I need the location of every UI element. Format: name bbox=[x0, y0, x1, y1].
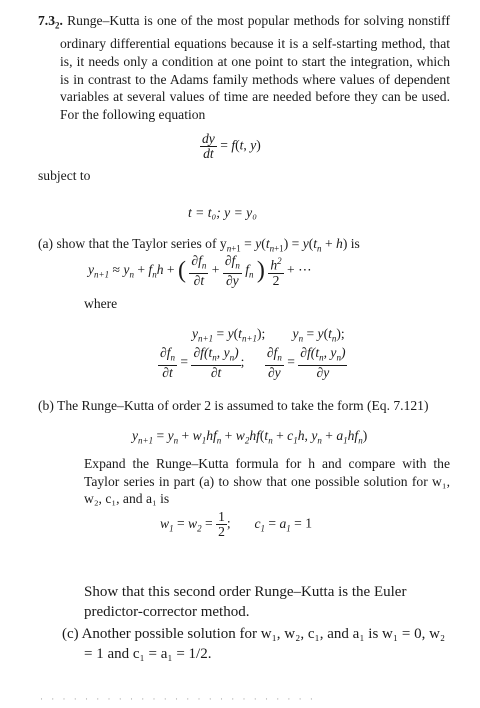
runge-kutta-form-equation: $y_{n+1} = y_n + w_1hf_n + w_2hf(t_n + c_1h$, $y_n + a_1hf_n$) bbox=[132, 428, 368, 446]
definition-yn: $y_{n+1} = y(t_{n+1})$; $y_n = y(t_n)$; bbox=[192, 326, 345, 344]
subject-to-label: subject to bbox=[38, 168, 91, 183]
problem-number: $7.3_2$. bbox=[38, 13, 63, 31]
problem-intro-text: Runge–Kutta is one of the most popular methods for solving nonstiff ordinary differential equations because it is a self-starting method, that is, it needs only a condition at one point to start the integration, which is in contrast to the Adams family methods where values of dependent variables at several values of time are needed before they can be used. For the following equation bbox=[60, 13, 450, 122]
part-b-text: (b) The Runge–Kutta of order 2 is assumed to take the form (Eq. 7.121) bbox=[38, 398, 429, 413]
part-b-euler-text: Show that this second order Runge–Kutta is the Euler predictor-corrector method. bbox=[84, 584, 407, 620]
part-b-expand-text: Expand the Runge–Kutta formula for h and compare with the Taylor series in part (a) to show that one possible solution for w₁, w₂, c₁, and a₁ is bbox=[84, 456, 450, 507]
part-c-text: (c) Another possible solution for w₁, w₂, c₁, and a₁ is w₁ = 0, w₂ = 1 and c₁ = a₁ = 1/2. bbox=[62, 626, 446, 662]
next-page-bleed: · · · · · · · · · · · · · · · · · · · · · · · · · bbox=[40, 694, 316, 704]
solution-weights-equation: $w_1 = w_2$ = $\frac{1}{2}$ ; $c_1 = a_1 = 1$ bbox=[160, 509, 313, 539]
problem-intro bbox=[38, 12, 450, 123]
initial-condition: t = t₀; y = y₀ bbox=[188, 205, 257, 220]
partial-derivative-definitions: $\frac{\partial f_n}{\partial t}$ = $\frac{\partial f(t_n, y_n)}{\partial t}$ ; $\frac{\partial f_n}{\partial y}$ = $\frac{\partial f(t_n, y_n)}{\partial y}$ bbox=[160, 345, 346, 380]
taylor-series-equation: $y_{n+1} \approx y_n + f_nh$ + ( $\frac{\partial f_n}{\partial t}$ + $\frac{\partial f_n}{\partial y}$ $f_n$ ) $\frac{h^2}{2}$ + ⋯ bbox=[88, 253, 312, 288]
ode-equation: $\frac{dy}{dt}$ = f(t, y) bbox=[202, 131, 261, 161]
part-a-text: (a) show that the Taylor series of $y_{n+1} = y(t_{n+1}) = y(t_n + h)$ is bbox=[38, 236, 360, 254]
where-label: where bbox=[84, 296, 118, 311]
